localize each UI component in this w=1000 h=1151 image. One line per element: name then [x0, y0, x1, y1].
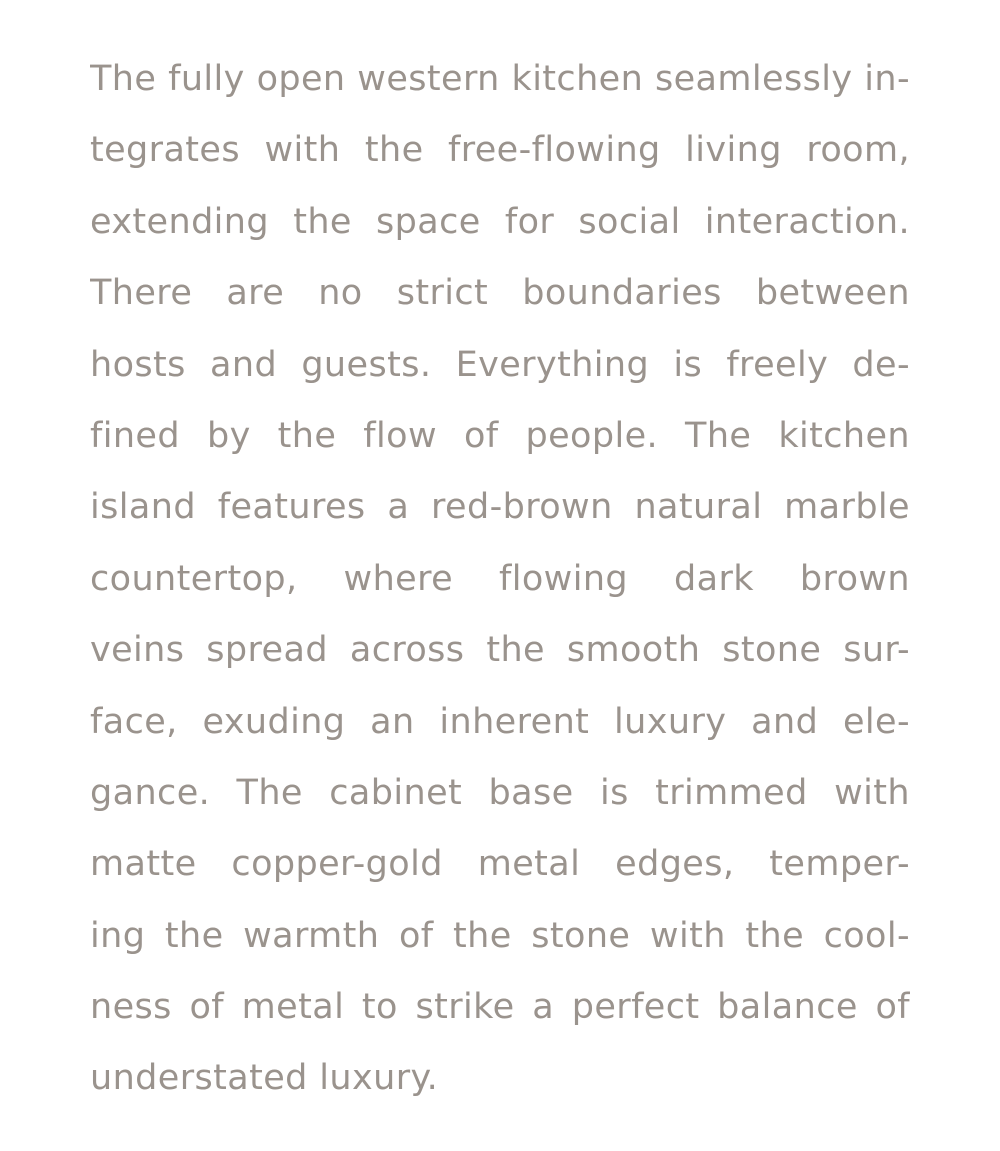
paragraph-line: understated luxury. [90, 1058, 439, 1099]
paragraph-line: tegrates with the free-flowing living room, [90, 130, 910, 171]
paragraph-line: face, exuding an inherent luxury and ele- [90, 701, 910, 742]
paragraph-line: extending the space for social interaction. [90, 201, 910, 242]
paragraph-line: fined by the flow of people. The kitchen [90, 415, 910, 456]
body-paragraph [90, 44, 910, 1115]
paragraph-line: The fully open western kitchen seamlessly in- [90, 59, 910, 99]
paragraph-line: gance. The cabinet base is trimmed with [90, 772, 910, 813]
paragraph-line: There are no strict boundaries between [90, 273, 910, 314]
paragraph-line: veins spread across the smooth stone sur- [90, 630, 910, 671]
paragraph-line: hosts and guests. Everything is freely de- [90, 344, 910, 385]
paragraph-line: ing the warmth of the stone with the cool- [90, 915, 910, 956]
paragraph-line: countertop, where flowing dark brown [90, 558, 910, 599]
paragraph-line: matte copper-gold metal edges, temper- [90, 844, 910, 885]
paragraph-line: island features a red-brown natural marble [90, 487, 910, 528]
paragraph-line: ness of metal to strike a perfect balance of [90, 987, 910, 1028]
